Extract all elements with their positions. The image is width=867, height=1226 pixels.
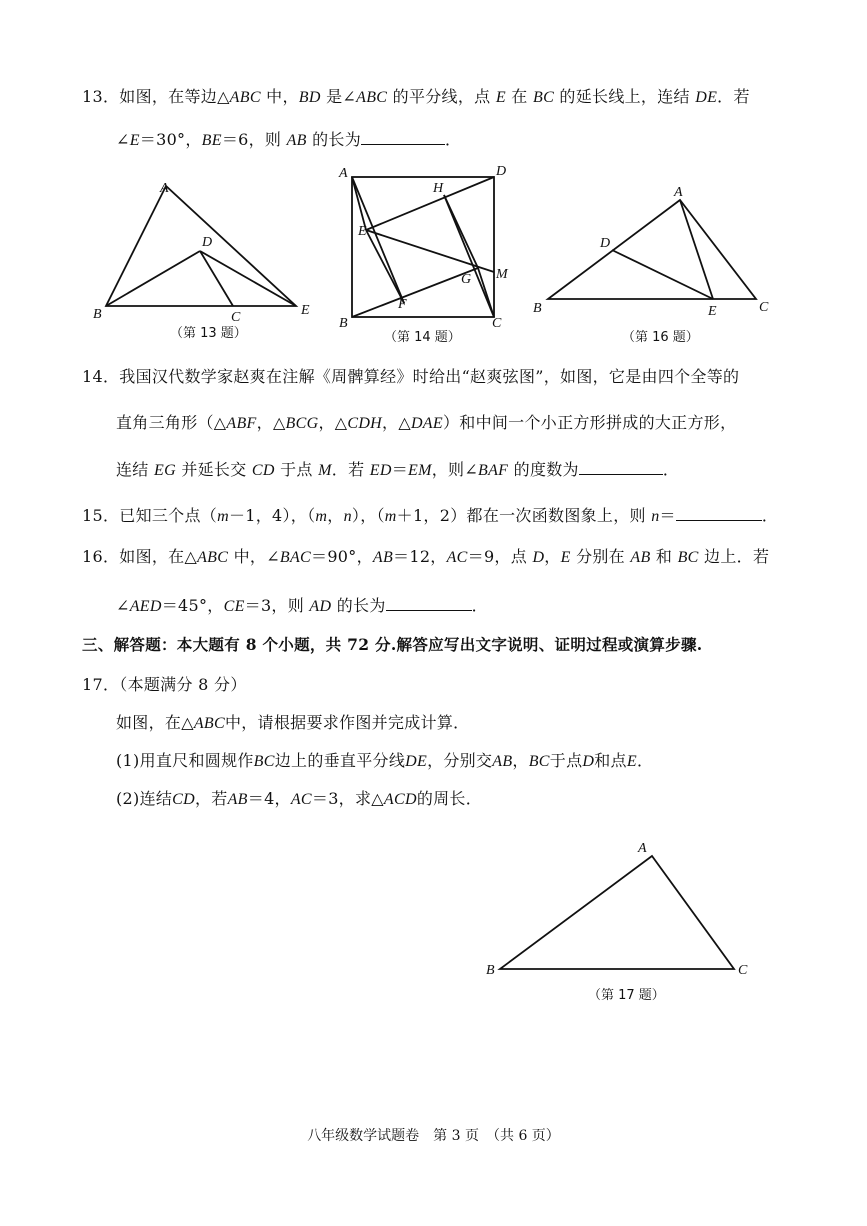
fig16-label-e: E	[708, 304, 717, 319]
fig14-label-b: B	[339, 316, 348, 331]
fig14-hc	[444, 195, 494, 317]
figure-17	[486, 838, 766, 978]
q14-line-2: 直角三角形（△ABF，△BCG，△CDH，△DAE）和中间一个小正方形拼成的大正方形，	[116, 413, 737, 432]
fig16-label-c: C	[759, 300, 769, 315]
q15-line: 15．已知三个点（m－1，4），（m，n），（m＋1，2）都在一次函数图象上，则 n＝ ．	[82, 502, 778, 528]
q14-line-3: 连结 EG 并延长交 CD 于点 M．若 ED＝EM，则∠BAF 的度数为 ．	[116, 456, 679, 482]
q14-answer-blank[interactable]	[579, 456, 663, 475]
fig14-label-g: G	[461, 272, 472, 287]
figure-16	[530, 180, 770, 325]
q14-line-1: 14．我国汉代数学家赵爽在注解《周髀算经》时给出“赵爽弦图”，如图，它是由四个全等的	[82, 367, 740, 386]
fig13-label-e: E	[301, 303, 310, 318]
fig13-label-c: C	[231, 310, 241, 325]
q16-answer-blank[interactable]	[386, 592, 472, 611]
figure-13	[90, 178, 310, 338]
fig14-outer-square	[352, 177, 494, 317]
fig16-triangle	[548, 200, 756, 299]
fig13-label-a: A	[160, 181, 169, 196]
fig14-label-a: A	[339, 166, 348, 181]
q17-header: 17．（本题满分 8 分）	[82, 675, 247, 694]
figure-14	[336, 162, 516, 331]
q15-answer-blank[interactable]	[676, 502, 762, 521]
q17-line-1: 如图，在△ABC中，请根据要求作图并完成计算．	[116, 713, 470, 732]
fig14-label-c: C	[492, 316, 502, 331]
fig13-segment-dc	[200, 251, 233, 306]
q16-line-1: 16．如图，在△ABC 中，∠BAC＝90°，AB＝12，AC＝9，点 D，E 分别在 AB 和 BC 边上．若	[82, 547, 770, 566]
fig17-label-b: B	[486, 963, 495, 978]
fig17-label-a: A	[638, 841, 647, 856]
fig14-label-d: D	[496, 164, 507, 179]
page-footer: 八年级数学试题卷 第 3 页 （共 6 页）	[307, 1128, 560, 1144]
q17-line-2: (1)用直尺和圆规作BC边上的垂直平分线DE，分别交AB，BC于点D和点E．	[116, 751, 654, 770]
fig17-triangle	[500, 856, 734, 969]
fig13-caption: （第 13 题）	[170, 326, 247, 341]
q13-line-1: 13．如图，在等边△ABC 中，BD 是∠ABC 的平分线，点 E 在 BC 的延长线上，连结 DE．若	[82, 87, 750, 106]
q17-line-3: (2)连结CD，若AB＝4，AC＝3，求△ACD的周长．	[116, 789, 483, 808]
fig17-caption: （第 17 题）	[588, 988, 665, 1003]
fig13-label-b: B	[93, 307, 102, 322]
fig13-triangle	[106, 186, 296, 306]
fig16-segment-de	[612, 250, 713, 299]
fig14-bg	[352, 268, 478, 317]
fig14-label-h: H	[433, 181, 444, 196]
fig14-caption: （第 14 题）	[384, 330, 461, 345]
q13-answer-blank[interactable]	[361, 126, 445, 145]
q13-line-2: ∠E＝30°，BE＝6，则 AB 的长为 ．	[116, 126, 461, 152]
fig16-caption: （第 16 题）	[622, 330, 699, 345]
fig14-label-m: M	[496, 267, 508, 282]
fig13-label-d: D	[202, 235, 213, 250]
fig16-label-b: B	[533, 301, 542, 316]
fig13-segment-de	[200, 251, 296, 306]
q16-line-2: ∠AED＝45°，CE＝3，则 AD 的长为 ．	[116, 592, 488, 618]
fig17-label-c: C	[738, 963, 748, 978]
fig16-label-a: A	[674, 185, 683, 200]
fig16-label-d: D	[600, 236, 611, 251]
fig14-ed	[366, 177, 494, 230]
fig14-label-f: F	[398, 297, 407, 312]
section-3-heading: 三、解答题：本大题有 8 个小题，共 72 分.解答应写出文字说明、证明过程或演算步骤.	[82, 635, 703, 654]
fig16-segment-ae	[680, 200, 713, 299]
fig14-label-e: E	[358, 224, 367, 239]
